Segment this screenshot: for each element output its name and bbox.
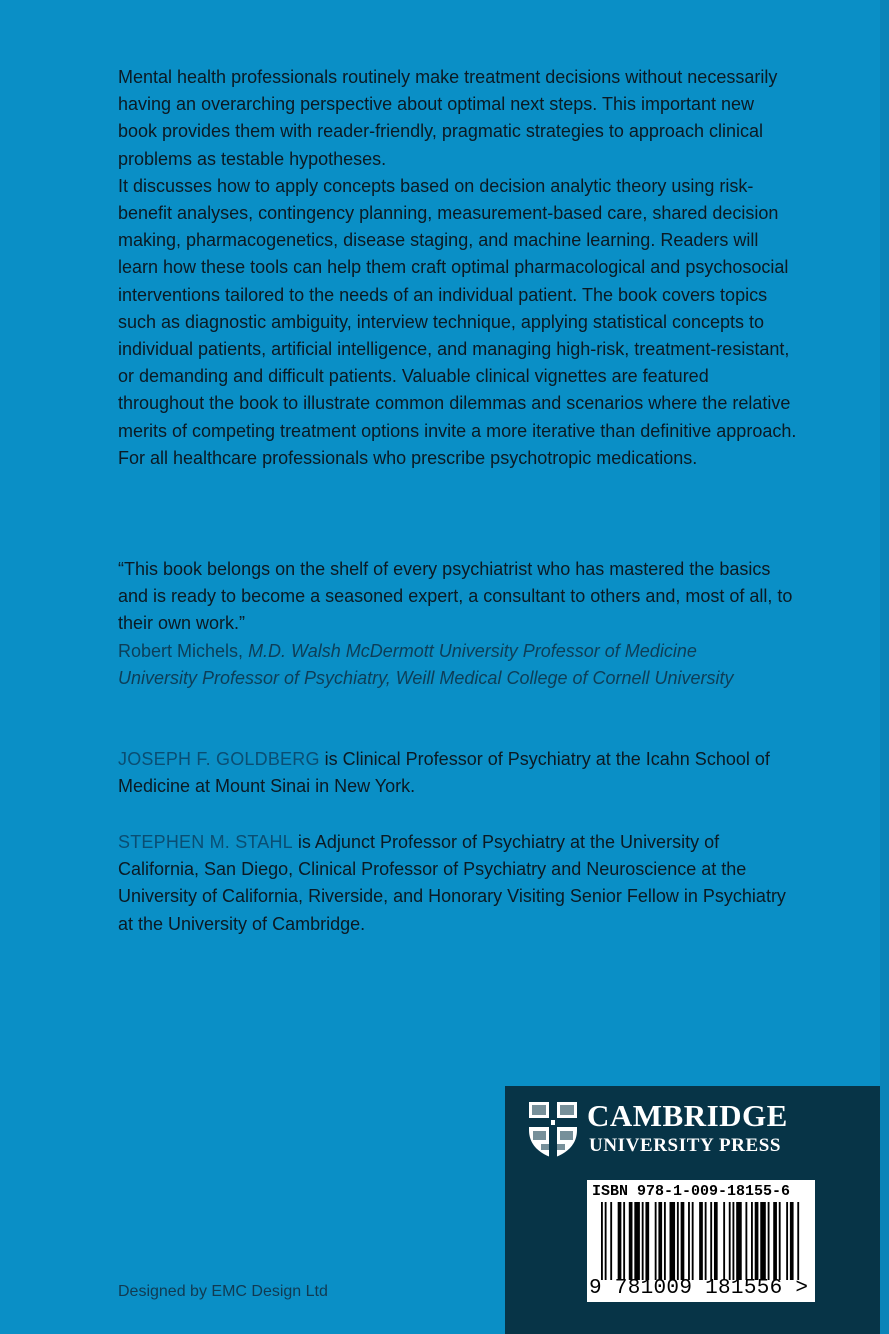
barcode-bar <box>664 1202 666 1280</box>
endorsement-quote <box>118 556 798 692</box>
barcode-bar <box>751 1202 753 1280</box>
author-bio-text: is Adjunct Professor of Psychiatry at the University of California, San Diego, Clinical Professor of Psychiatry and Neuroscience at the University of California, Riverside, and Honorary Visiting Senior Fellow in Psychiatry at the University of Cambridge. <box>118 832 786 934</box>
publisher-panel <box>505 1086 889 1334</box>
barcode-bar <box>681 1202 685 1280</box>
quote-author-title-1: M.D. Walsh McDermott University Professor of Medicine <box>248 640 697 661</box>
barcode-bar <box>790 1202 794 1280</box>
barcode-bar <box>658 1202 662 1280</box>
quote-author: Robert Michels, <box>118 640 244 661</box>
barcode-bar <box>623 1202 625 1280</box>
barcode-bar <box>677 1202 679 1280</box>
barcode-bar <box>723 1202 725 1280</box>
barcode-bar <box>642 1202 644 1280</box>
description-paragraph-1: Mental health professionals routinely make treatment decisions without necessarily having an overarching perspective about optimal next steps. This important new book provides them with reader-friendly, pragmatic strategies to approach clinical problems as testable hypotheses. <box>118 67 778 169</box>
barcode-bar <box>645 1202 649 1280</box>
barcode-bar <box>705 1202 707 1280</box>
author-name: STEPHEN M. STAHL <box>118 832 293 852</box>
barcode-bar <box>605 1202 607 1280</box>
barcode-bar <box>736 1202 742 1280</box>
barcode-bar <box>634 1202 640 1280</box>
barcode-bar <box>760 1202 766 1280</box>
barcode-bar <box>768 1202 770 1280</box>
barcode-bar <box>745 1202 747 1280</box>
barcode-bar <box>773 1202 777 1280</box>
quote-attribution <box>118 638 798 692</box>
barcode-bar <box>729 1202 731 1280</box>
barcode-bar <box>688 1202 690 1280</box>
barcode-bar <box>755 1202 759 1280</box>
quote-text: “This book belongs on the shelf of every psychiatrist who has mastered the basics and is ready to become a seasoned expert, a consultant to others and, most of all, to their own work.” <box>118 559 793 634</box>
quote-author-title-2: University Professor of Psychiatry, Weill Medical College of Cornell University <box>118 667 734 688</box>
barcode-bar <box>692 1202 694 1280</box>
barcode-bar <box>655 1202 657 1280</box>
cambridge-crest-icon <box>527 1100 579 1160</box>
barcode-bar <box>670 1202 676 1280</box>
barcode-bar <box>779 1202 781 1280</box>
barcode-bar <box>618 1202 622 1280</box>
barcode-bar <box>629 1202 633 1280</box>
publisher-subname: UNIVERSITY PRESS <box>589 1135 782 1156</box>
barcode-bar <box>714 1202 718 1280</box>
designer-credit: Designed by EMC Design Ltd <box>118 1283 328 1300</box>
isbn-barcode <box>587 1180 815 1302</box>
barcode-bar <box>732 1202 734 1280</box>
barcode-bar <box>699 1202 703 1280</box>
barcode-bar <box>710 1202 712 1280</box>
barcode-bar <box>786 1202 788 1280</box>
barcode-bars <box>601 1202 801 1280</box>
book-description <box>118 64 798 472</box>
description-paragraph-2: It discusses how to apply concepts based on decision analytic theory using risk-benefit analyses, contingency planning, measurement-based care, shared decision making, pharmacogenetics, disease staging, and machine learning. Readers will learn how these tools can help them craft optimal pharmacological and psychosocial interventions tailored to the needs of an individual patient. The book covers topics such as diagnostic ambiguity, interview technique, applying statistical concepts to individual patients, artificial intelligence, and managing high-risk, treatment-resistant, or demanding and difficult patients. Valuable clinical vignettes are featured throughout the book to illustrate common dilemmas and scenarios where the relative merits of competing treatment options invite a more iterative than definitive approach. For all healthcare professionals who prescribe psychotropic medications. <box>118 175 797 468</box>
author-bio-text: is Clinical Professor of Psychiatry at the Icahn School of Medicine at Mount Sinai in New York. <box>118 749 770 797</box>
barcode-bar <box>797 1202 799 1280</box>
barcode-bar <box>601 1202 603 1280</box>
author-bio-goldberg <box>118 746 798 800</box>
ean-digits: 9 781009 181556 > <box>589 1277 809 1300</box>
author-bio-stahl <box>118 829 798 938</box>
publisher-name: CAMBRIDGE <box>587 1098 788 1133</box>
author-name: JOSEPH F. GOLDBERG <box>118 749 320 769</box>
isbn-label: ISBN 978-1-009-18155-6 <box>592 1183 791 1200</box>
barcode-bar <box>610 1202 612 1280</box>
